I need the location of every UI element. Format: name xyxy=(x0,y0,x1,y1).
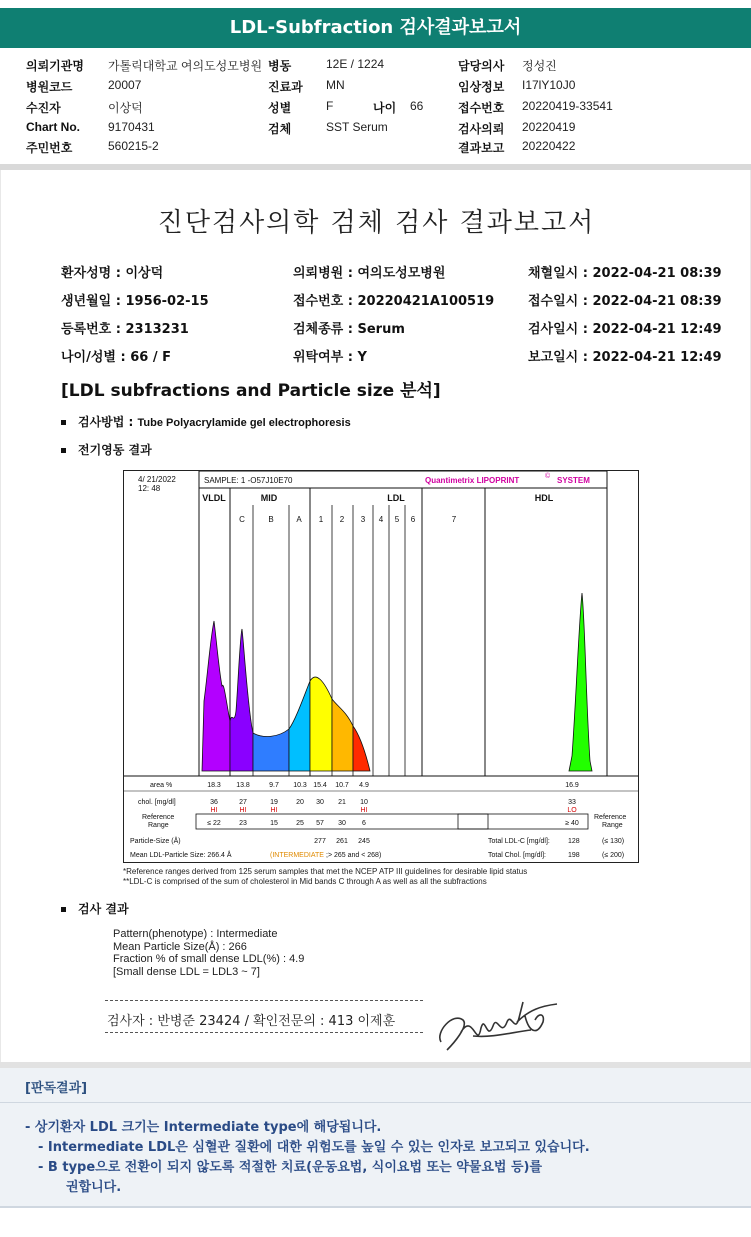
results-row xyxy=(61,900,129,917)
request-info xyxy=(0,52,751,164)
report-header-title: LDL-Subfraction 검사결과보고서 xyxy=(0,8,751,48)
group-label-vldl: VLDL xyxy=(202,493,226,503)
plot-frame xyxy=(199,471,607,776)
band-label-A: A xyxy=(296,515,302,524)
info-label: Chart No. xyxy=(26,120,80,134)
info-value: I17lY10J0 xyxy=(522,78,576,92)
result-line: Mean Particle Size(Å) : 266 xyxy=(113,940,247,953)
band-label-6: 6 xyxy=(410,515,416,524)
area-value: 18.3 xyxy=(207,782,221,789)
ref-label-line2: Range xyxy=(148,822,169,829)
area-value: 4.9 xyxy=(359,782,369,789)
result-line: [Small dense LDL = LDL3 ~ 7] xyxy=(113,965,260,978)
divider xyxy=(0,1102,751,1103)
info-value: 20220419-33541 xyxy=(522,99,613,113)
result-line: Fraction % of small dense LDL(%) : 4.9 xyxy=(113,953,305,965)
info-value: 20220419 xyxy=(522,120,576,134)
chol-value: 10 xyxy=(360,799,368,806)
curve-segment-5 xyxy=(332,699,353,771)
chol-value: 30 xyxy=(316,799,324,806)
lipoprint-chart xyxy=(123,470,639,863)
age-value: 66 xyxy=(410,99,424,113)
collect-time: 채혈일시 : 2022-04-21 08:39 xyxy=(528,266,722,281)
mean-suffix: ;> 265 and < 268) xyxy=(326,852,382,859)
ref-value: 15 xyxy=(270,820,278,827)
band-label-3: 3 xyxy=(360,515,366,524)
area-value: 10.3 xyxy=(293,782,307,789)
area-value: 15.4 xyxy=(313,782,327,789)
info-value: 20220422 xyxy=(522,139,576,153)
info-label: 병동 xyxy=(268,59,292,73)
chol-value: 19 xyxy=(270,799,278,806)
info-value: 이상덕 xyxy=(108,101,143,115)
info-value: 가톨릭대학교 여의도성모병원 xyxy=(108,59,263,73)
band-label-4: 4 xyxy=(378,515,384,524)
curve-segment-1 xyxy=(230,629,253,771)
info-value: 9170431 xyxy=(108,120,155,134)
info-value: 20007 xyxy=(108,78,142,92)
bullet-icon xyxy=(61,907,66,912)
particle-value: 277 xyxy=(314,838,326,845)
method-label: 검사방법 : xyxy=(78,415,138,429)
divider xyxy=(0,1206,751,1208)
ref-value: 25 xyxy=(296,820,304,827)
brand-suffix: SYSTEM xyxy=(557,476,590,485)
info-label: 임상정보 xyxy=(458,80,505,94)
mean-flag: (INTERMEDIATE xyxy=(270,852,324,859)
info-label: 검체 xyxy=(268,122,292,136)
hdl-area-value: 16.9 xyxy=(565,782,579,789)
chart-time: 12: 48 xyxy=(138,484,161,493)
total-chol-range: (≤ 200) xyxy=(602,852,625,859)
judgement-line: - 상기환자 LDL 크기는 Intermediate type에 해당됩니다. xyxy=(25,1120,382,1135)
ref-value: 23 xyxy=(239,820,247,827)
electro-row xyxy=(61,441,152,458)
info-label: 접수번호 xyxy=(458,101,505,115)
band-label-7: 7 xyxy=(451,515,457,524)
note-line: *Reference ranges derived from 125 serum samples that met the NCEP ATP III guidelines for desirable lipid status xyxy=(123,867,528,876)
patient-name: 환자성명 : 이상덕 xyxy=(61,266,164,281)
info-value: 560215-2 xyxy=(108,139,159,153)
particle-label: Particle-Size (Å) xyxy=(130,838,181,845)
receive-time: 접수일시 : 2022-04-21 08:39 xyxy=(528,294,722,309)
result-lines xyxy=(113,928,304,978)
result-line: Pattern(phenotype) : Intermediate xyxy=(113,928,278,940)
divider xyxy=(105,1032,423,1033)
judgement-line: 권합니다. xyxy=(66,1180,122,1195)
curve-segment-0 xyxy=(202,621,230,771)
patient-reg: 등록번호 : 2313231 xyxy=(61,322,189,337)
judgement-panel xyxy=(0,1068,751,1206)
curve-segment-4 xyxy=(310,677,332,771)
specimen-type: 검체종류 : Serum xyxy=(293,322,405,337)
curve-segment-3 xyxy=(289,681,310,771)
note-line: **LDL-C is comprised of the sum of cholesterol in Mid bands C through A as well as all the subfractions xyxy=(123,877,487,886)
section-title: [LDL subfractions and Particle size 분석] xyxy=(61,381,441,401)
curve-segment-6 xyxy=(353,726,370,771)
ref-label-line1: Reference xyxy=(142,814,175,821)
chol-value: 21 xyxy=(338,799,346,806)
copyright-icon: © xyxy=(545,473,551,480)
total-chol-label: Total Chol. [mg/dl]: xyxy=(488,852,546,859)
total-chol-value: 198 xyxy=(568,852,580,859)
electro-label: 전기영동 결과 xyxy=(78,443,152,457)
hdl-chol-flag: LO xyxy=(567,807,577,814)
info-label: 병원코드 xyxy=(26,80,73,94)
sample-id: SAMPLE: 1 -O57J10E70 xyxy=(204,476,293,485)
info-value: F xyxy=(326,99,334,113)
area-label: area % xyxy=(150,782,173,789)
info-label: 진료과 xyxy=(268,80,303,94)
particle-value: 261 xyxy=(336,838,348,845)
method-value: Tube Polyacrylamide gel electrophoresis xyxy=(137,417,351,429)
area-value: 9.7 xyxy=(269,782,279,789)
ref-value: 6 xyxy=(362,820,366,827)
band-label-B: B xyxy=(268,515,274,524)
ref-value: 30 xyxy=(338,820,346,827)
ref-label-right-line1: Reference xyxy=(594,814,627,821)
report-title: 진단검사의학 검체 검사 결과보고서 xyxy=(157,208,596,238)
info-value: 12E / 1224 xyxy=(326,57,385,71)
handwritten-signature xyxy=(433,992,563,1058)
group-label-mid: MID xyxy=(260,493,278,503)
patient-birth: 생년월일 : 1956-02-15 xyxy=(61,294,209,309)
chol-flag: HI xyxy=(239,807,247,814)
chol-value: 36 xyxy=(210,799,218,806)
chol-flag: HI xyxy=(270,807,278,814)
info-value: SST Serum xyxy=(326,120,388,134)
particle-value: 245 xyxy=(358,838,370,845)
mean-particle-label: Mean LDL-Particle Size: 266.4 Å xyxy=(130,852,232,859)
band-label-C: C xyxy=(239,515,245,524)
lab-report xyxy=(0,170,751,1062)
results-label: 검사 결과 xyxy=(78,902,129,916)
total-ldl-label: Total LDL-C [mg/dl]: xyxy=(488,838,550,845)
hdl-chol-value: 33 xyxy=(568,799,576,806)
band-label-5: 5 xyxy=(394,515,400,524)
chol-value: 27 xyxy=(239,799,247,806)
band-label-1: 1 xyxy=(318,515,324,524)
bullet-icon xyxy=(61,448,66,453)
brand-label: Quantimetrix LIPOPRINT xyxy=(425,476,520,485)
judgement-line: - Intermediate LDL은 심혈관 질환에 대한 위험도를 높일 수 있는 인자로 보고되고 있습니다. xyxy=(38,1140,590,1155)
chart-notes xyxy=(123,867,527,887)
chol-value: 20 xyxy=(296,799,304,806)
chart-date: 4/ 21/2022 xyxy=(138,475,176,484)
total-ldl-range: (≤ 130) xyxy=(602,838,625,845)
outsourced: 위탁여부 : Y xyxy=(293,350,367,365)
info-value: MN xyxy=(326,78,345,92)
chol-label: chol. [mg/dl] xyxy=(138,799,176,806)
info-label: 수진자 xyxy=(26,101,61,115)
patient-age-sex: 나이/성별 : 66 / F xyxy=(61,350,172,365)
info-label: 성별 xyxy=(268,101,292,115)
ref-value: ≤ 22 xyxy=(207,820,221,827)
report-time: 보고일시 : 2022-04-21 12:49 xyxy=(528,350,722,365)
info-value: 정성진 xyxy=(522,59,557,73)
total-ldl-value: 128 xyxy=(568,838,580,845)
group-label-ldl: LDL xyxy=(387,493,405,503)
hdl-ref-value: ≥ 40 xyxy=(565,820,579,827)
band-label-2: 2 xyxy=(339,515,345,524)
signature-text: 검사자 : 반병준 23424 / 확인전문의 : 413 이제훈 xyxy=(107,1014,396,1029)
curve-segment-7 xyxy=(569,593,592,771)
chol-flag: HI xyxy=(360,807,368,814)
chol-flag: HI xyxy=(210,807,218,814)
test-time: 검사일시 : 2022-04-21 12:49 xyxy=(528,322,722,337)
ref-value: 57 xyxy=(316,820,324,827)
bullet-icon xyxy=(61,420,66,425)
area-value: 10.7 xyxy=(335,782,349,789)
info-label: 담당의사 xyxy=(458,59,505,73)
group-label-hdl: HDL xyxy=(534,493,554,503)
method-row xyxy=(61,413,351,430)
divider xyxy=(105,1000,423,1001)
area-value: 13.8 xyxy=(236,782,250,789)
accession-no: 접수번호 : 20220421A100519 xyxy=(293,294,495,309)
lipoprint-svg xyxy=(124,471,638,862)
judgement-title: [판독결과] xyxy=(25,1081,88,1096)
curve-segment-2 xyxy=(253,729,289,771)
info-label: 의뢰기관명 xyxy=(26,59,84,73)
referring-hospital: 의뢰병원 : 여의도성모병원 xyxy=(293,266,446,281)
info-label: 검사의뢰 xyxy=(458,122,505,136)
ref-label-right-line2: Range xyxy=(602,822,623,829)
judgement-line: - B type으로 전환이 되지 않도록 적절한 치료(운동요법, 식이요법 또는 약물요법 등)를 xyxy=(38,1160,543,1175)
age-label: 나이 xyxy=(373,101,397,115)
info-label: 주민번호 xyxy=(26,141,73,155)
info-label: 결과보고 xyxy=(458,141,505,155)
